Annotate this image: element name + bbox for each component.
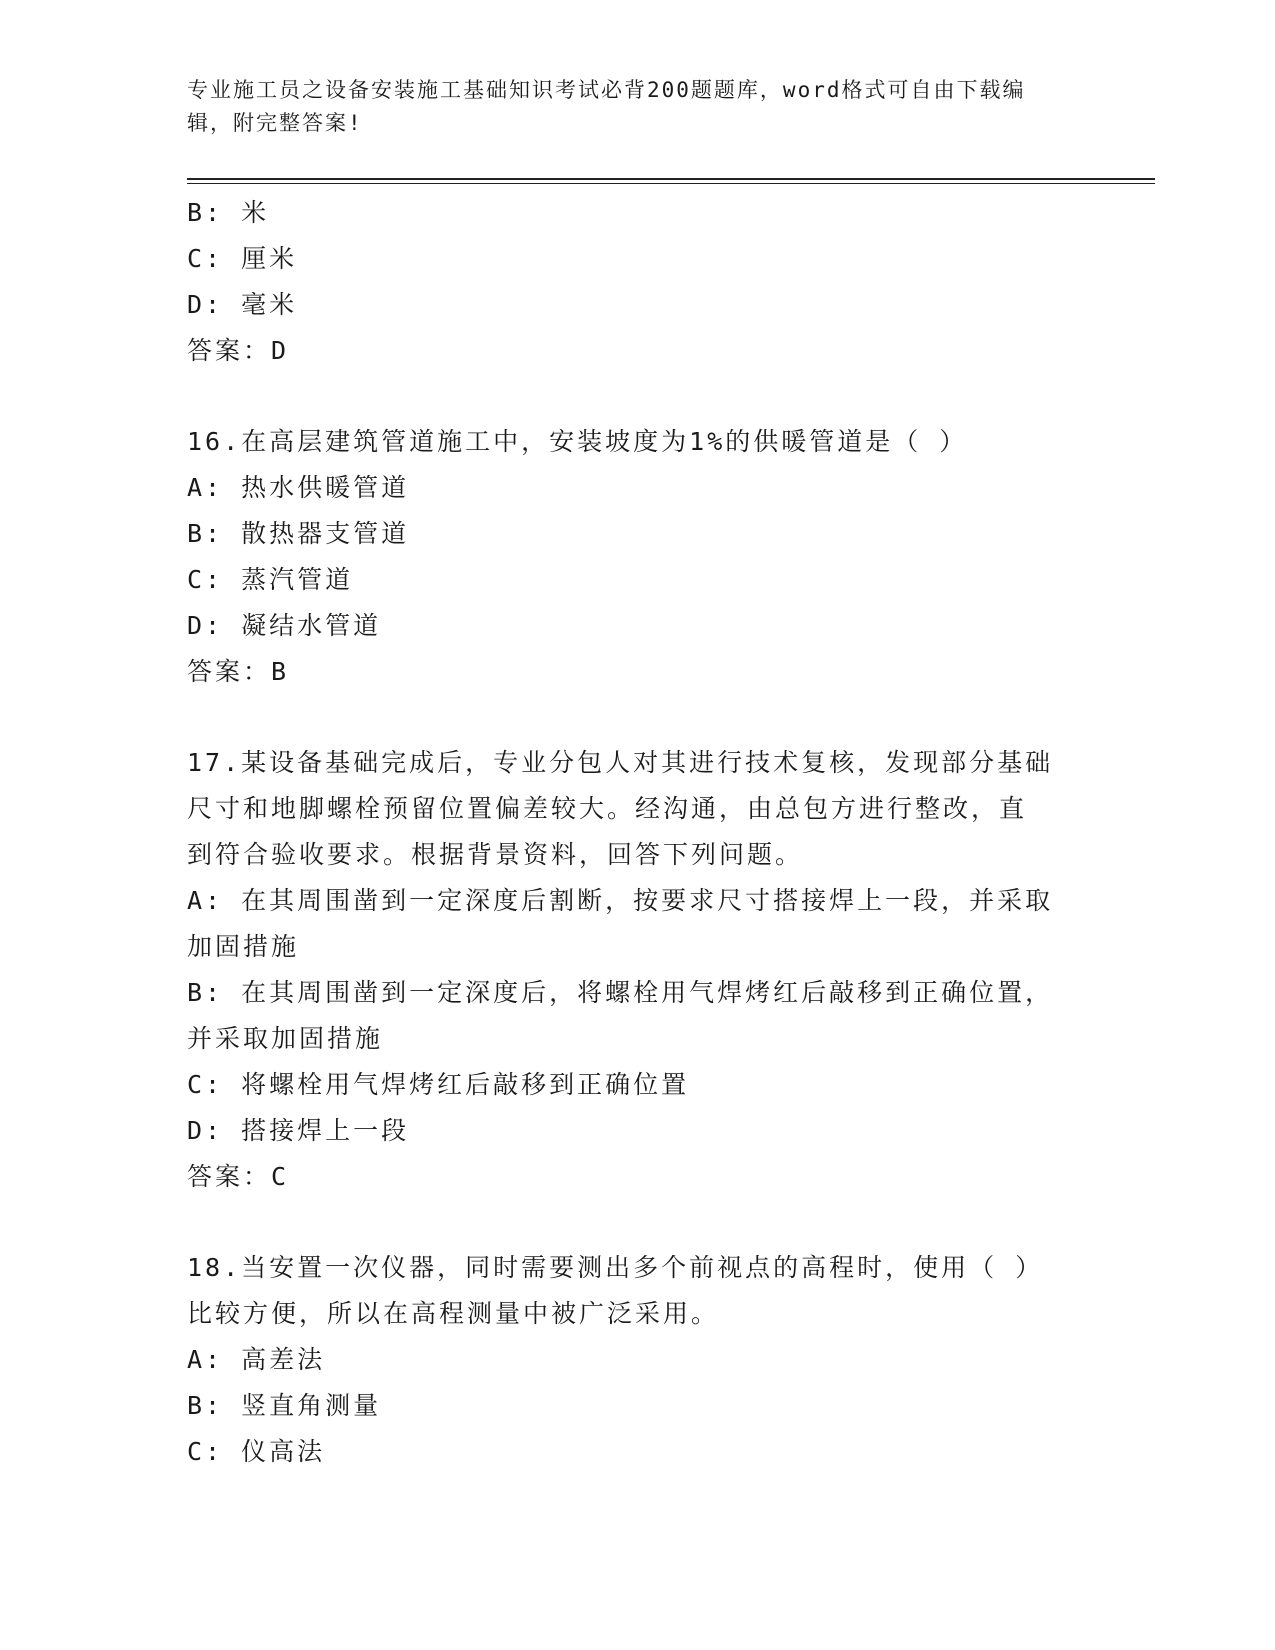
question-17: [187, 740, 1067, 1200]
document-header: [187, 74, 1067, 140]
option-b: B: 竖直角测量: [187, 1391, 382, 1420]
question-spacer: [187, 374, 1067, 419]
option-c: C: 将螺栓用气焊烤红后敲移到正确位置: [187, 1070, 690, 1099]
question-text-line: 18.当安置一次仪器，同时需要测出多个前视点的高程时，使用（ ）: [187, 1253, 1044, 1282]
header-divider-thick: [187, 178, 1155, 180]
option-d: D: 凝结水管道: [187, 611, 382, 640]
question-18: [187, 1245, 1067, 1475]
option-a-line: A: 在其周围凿到一定深度后割断，按要求尺寸搭接焊上一段，并采取: [187, 886, 1054, 915]
question-text: 16.在高层建筑管道施工中，安装坡度为1%的供暖管道是（ ）: [187, 427, 968, 456]
question-text-line: 比较方便，所以在高程测量中被广泛采用。: [187, 1299, 720, 1328]
option-b: B: 散热器支管道: [187, 519, 410, 548]
option-b-line: 并采取加固措施: [187, 1024, 384, 1053]
question-spacer: [187, 1200, 1067, 1245]
question-content: [187, 190, 1067, 1475]
question-spacer: [187, 695, 1067, 740]
answer-line: 答案：D: [187, 336, 290, 365]
question-15-tail: [187, 190, 1067, 374]
option-d: D: 搭接焊上一段: [187, 1116, 410, 1145]
option-c: C: 仪高法: [187, 1437, 326, 1466]
question-text-line: 17.某设备基础完成后，专业分包人对其进行技术复核，发现部分基础: [187, 748, 1054, 777]
document-title: 专业施工员之设备安装施工基础知识考试必背200题题库，word格式可自由下载编辑，附完整答案!: [187, 78, 1026, 135]
header-divider-thin: [187, 183, 1155, 184]
answer-line: 答案：B: [187, 657, 290, 686]
option-a: A: 高差法: [187, 1345, 326, 1374]
option-a-line: 加固措施: [187, 932, 300, 961]
answer-line: 答案：C: [187, 1162, 290, 1191]
question-text-line: 到符合验收要求。根据背景资料，回答下列问题。: [187, 840, 804, 869]
option-a: A: 热水供暖管道: [187, 473, 410, 502]
option-b: B: 米: [187, 198, 270, 227]
option-c: C: 蒸汽管道: [187, 565, 354, 594]
option-b-line: B: 在其周围凿到一定深度后，将螺栓用气焊烤红后敲移到正确位置，: [187, 978, 1054, 1007]
option-d: D: 毫米: [187, 290, 298, 319]
question-text-line: 尺寸和地脚螺栓预留位置偏差较大。经沟通，由总包方进行整改，直: [187, 794, 1028, 823]
question-16: [187, 419, 1067, 695]
option-c: C: 厘米: [187, 244, 298, 273]
